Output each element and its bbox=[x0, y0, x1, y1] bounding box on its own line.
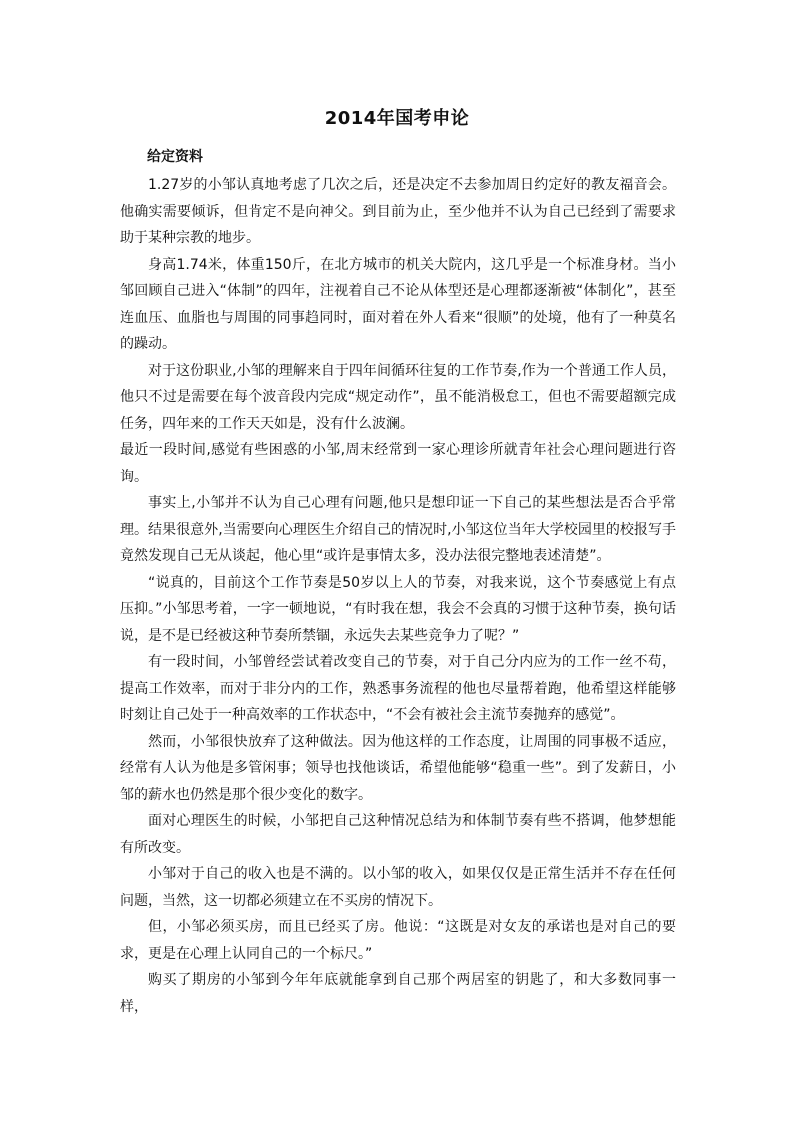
paragraph: 最近一段时间,感觉有些困惑的小邹,周末经常到一家心理诊所就青年社会心理问题进行咨询。 bbox=[120, 442, 676, 485]
paragraph: 身高1.74米，体重150斤，在北方城市的机关大院内，这几乎是一个标准身材。当小邹回顾自己进入“体制”的四年，注视着自己不论从体型还是心理都逐渐被“体制化”，甚至连血压、血脂也与周围的同事趋同时，面对着在外人看来“很顺”的处境，他有了一种莫名的躁动。 bbox=[120, 256, 676, 352]
section-heading: 给定资料 bbox=[147, 149, 203, 165]
document-body bbox=[120, 172, 676, 1020]
paragraph: 面对心理医生的时候，小邹把自己这种情况总结为和体制节奏有些不搭调，他梦想能有所改变。 bbox=[120, 813, 676, 856]
paragraph: 事实上,小邹并不认为自己心理有问题,他只是想印证一下自己的某些想法是否合乎常理。结果很意外,当需要向心理医生介绍自己的情况时,小邹这位当年大学校园里的校报写手竟然发现自己无从谈起，他心里“或许是事情太多，没办法很完整地表述清楚”。 bbox=[120, 495, 676, 564]
paragraph: 但，小邹必须买房，而且已经买了房。他说：“这既是对女友的承诺也是对自己的要求，更是在心理上认同自己的一个标尺。” bbox=[120, 919, 676, 962]
paragraph: 1.27岁的小邹认真地考虑了几次之后，还是决定不去参加周日约定好的教友福音会。他确实需要倾诉，但肯定不是向神父。到目前为止，至少他并不认为自己已经到了需要求助于某种宗教的地步。 bbox=[120, 177, 676, 246]
paragraph: 购买了期房的小邹到今年年底就能拿到自己那个两居室的钥匙了，和大多数同事一样， bbox=[120, 972, 676, 1015]
paragraph: “说真的，目前这个工作节奏是50岁以上人的节奏，对我来说，这个节奏感觉上有点压抑。”小邹思考着，一字一顿地说，“有时我在想，我会不会真的习惯于这种节奏，换句话说，是不是已经被这种节奏所禁锢，永远失去某些竞争力了呢？” bbox=[120, 574, 676, 644]
paragraph: 对于这份职业,小邹的理解来自于四年间循环往复的工作节奏,作为一个普通工作人员，他只不过是需要在每个波音段内完成“规定动作”，虽不能消极怠工，但也不需要超额完成任务，四年来的工作天天如是，没有什么波澜。 bbox=[120, 362, 676, 432]
document-title: 2014年国考申论 bbox=[324, 108, 470, 129]
paragraph: 然而，小邹很快放弃了这种做法。因为他这样的工作态度，让周围的同事极不适应，经常有人认为他是多管闲事；领导也找他谈话，希望他能够“稳重一些”。到了发薪日，小邹的薪水也仍然是那个很少变化的数字。 bbox=[120, 733, 676, 803]
paragraph: 小邹对于自己的收入也是不满的。以小邹的收入，如果仅仅是正常生活并不存在任何问题，当然，这一切都必须建立在不买房的情况下。 bbox=[120, 866, 676, 909]
paragraph: 有一段时间，小邹曾经尝试着改变自己的节奏，对于自己分内应为的工作一丝不苟，提高工作效率，而对于非分内的工作，熟悉事务流程的他也尽量帮着跑，他希望这样能够时刻让自己处于一种高效率的工作状态中，“不会有被社会主流节奏抛弃的感觉”。 bbox=[120, 654, 676, 723]
